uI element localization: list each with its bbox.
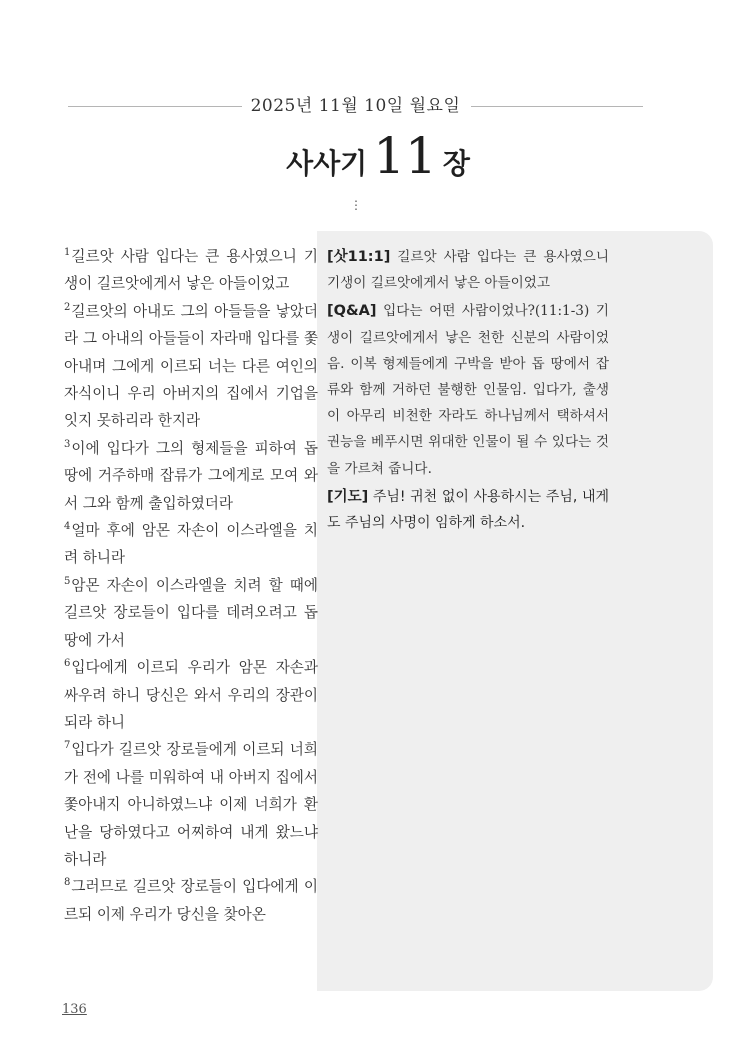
- verse-text: 길르앗의 아내도 그의 아들들을 낳았더라 그 아내의 아들들이 자라매 입다를 쫓아내며 그에게 이르되 너는 다른 여인의 자식이니 우리 아버지의 집에서 기업을 잇지 못하리라 한지라: [64, 302, 318, 430]
- chapter-suffix: 장: [442, 147, 470, 180]
- verse-8: [64, 873, 318, 928]
- ellipsis-icon: ⋮: [350, 198, 362, 212]
- verse-note: [327, 244, 609, 296]
- verse-number: 5: [64, 576, 71, 588]
- verse-5: [64, 572, 318, 654]
- verse-number: 8: [64, 877, 71, 889]
- verse-number: 2: [64, 301, 71, 313]
- verse-7: [64, 736, 318, 873]
- verse-number: 7: [64, 740, 71, 752]
- verse-column: [64, 243, 318, 928]
- date-text: 2025년 11월 10일 월요일: [250, 96, 461, 116]
- chapter-title: [0, 128, 756, 196]
- chapter-number: 11: [373, 127, 437, 185]
- page-number: 136: [62, 1002, 87, 1017]
- verse-reference-tag: [삿11:1]: [327, 249, 391, 265]
- book-name: 사사기: [286, 147, 368, 180]
- verse-6: [64, 654, 318, 736]
- qa-tag: [Q&A]: [327, 303, 377, 320]
- date-header: [68, 94, 643, 118]
- verse-3: [64, 435, 318, 517]
- verse-text: 그러므로 길르앗 장로들이 입다에게 이르되 이제 우리가 당신을 찾아온: [64, 878, 318, 923]
- verse-text: 입다가 길르앗 장로들에게 이르되 너희가 전에 나를 미워하여 내 아버지 집에서 쫓아내지 아니하였느냐 이제 너희가 환난을 당하였다고 어찌하여 내게 왔느냐 하니라: [64, 741, 318, 868]
- verse-number: 4: [64, 521, 71, 533]
- prayer-note: [327, 484, 609, 536]
- verse-2: [64, 298, 318, 435]
- verse-text: 길르앗 사람 입다는 큰 용사였으니 기생이 길르앗에게서 낳은 아들이었고: [64, 248, 318, 293]
- verse-4: [64, 517, 318, 572]
- prayer-tag: [기도]: [327, 488, 369, 505]
- commentary-text: [327, 244, 609, 538]
- qa-note-text: 입다는 어떤 사람이었나?(11:1-3) 기생이 길르앗에게서 낳은 천한 신분의 사람이었음. 이복 형제들에게 구박을 받아 돕 땅에서 잡류와 함께 거하던 불행한 인물임. 입다가, 출생이 아무리 비천한 자라도 하나님께서 택하셔서 권능을 베푸시면 위대한 인물이 될 수 있다는 것을 가르쳐 줍니다.: [327, 303, 609, 477]
- date-rule-right: [471, 106, 643, 107]
- verse-note-text: 길르앗 사람 입다는 큰 용사였으니 기생이 길르앗에게서 낳은 아들이었고: [327, 249, 609, 292]
- prayer-text: 주님! 귀천 없이 사용하시는 주님, 내게도 주님의 사명이 임하게 하소서.: [327, 488, 609, 532]
- qa-note: [327, 298, 609, 481]
- verse-text: 이에 입다가 그의 형제들을 피하여 돕 땅에 거주하매 잡류가 그에게로 모여 와서 그와 함께 출입하였더라: [64, 439, 318, 512]
- verse-text: 암몬 자손이 이스라엘을 치려 할 때에 길르앗 장로들이 입다를 데려오려고 돕 땅에 가서: [64, 576, 318, 649]
- verse-number: 1: [64, 247, 71, 259]
- verse-number: 6: [64, 658, 71, 670]
- verse-text: 입다에게 이르되 우리가 암몬 자손과 싸우려 하니 당신은 와서 우리의 장관이 되라 하니: [64, 659, 318, 731]
- verse-text: 얼마 후에 암몬 자손이 이스라엘을 치려 하니라: [64, 522, 318, 567]
- verse-1: [64, 243, 318, 298]
- verse-number: 3: [64, 438, 71, 450]
